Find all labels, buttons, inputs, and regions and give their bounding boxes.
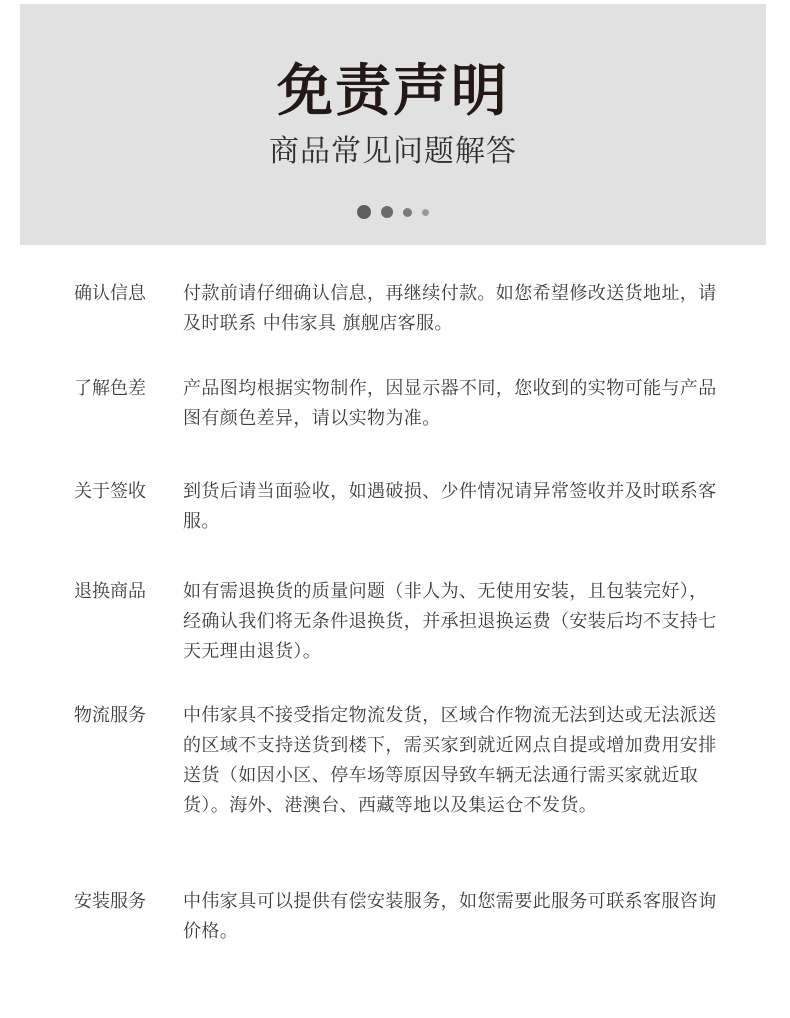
disclaimer-banner (20, 4, 766, 245)
faq-label: 了解色差 (74, 378, 146, 399)
carousel-dot-4 (422, 209, 429, 216)
faq-text: 付款前请仔细确认信息，再继续付款。如您希望修改送货地址，请及时联系 中伟家具 旗舰店客服。 (183, 283, 717, 334)
carousel-dot-3 (403, 208, 412, 217)
faq-label: 确认信息 (74, 283, 146, 304)
faq-label: 关于签收 (74, 481, 146, 502)
faq-text: 到货后请当面验收，如遇破损、少件情况请异常签收并及时联系客服。 (183, 481, 717, 532)
faq-label: 物流服务 (74, 705, 146, 726)
faq-text: 中伟家具可以提供有偿安装服务，如您需要此服务可联系客服咨询价格。 (183, 891, 717, 942)
carousel-dots (20, 204, 766, 220)
carousel-dot-2 (381, 206, 393, 218)
faq-text: 产品图均根据实物制作，因显示器不同，您收到的实物可能与产品图有颜色差异，请以实物为准。 (183, 378, 717, 429)
faq-text: 如有需退换货的质量问题（非人为、无使用安装，且包装完好），经确认我们将无条件退换货，并承担退换运费（安装后均不支持七天无理由退货）。 (183, 581, 717, 662)
faq-label: 退换商品 (74, 581, 146, 602)
page-subtitle: 商品常见问题解答 (269, 134, 517, 169)
page-title: 免责声明 (277, 59, 509, 124)
faq-text: 中伟家具不接受指定物流发货，区域合作物流无法到达或无法派送的区域不支持送货到楼下，需买家到就近网点自提或增加费用安排送货（如因小区、停车场等原因导致车辆无法通行需买家就近取货）。海外、港澳台、西藏等地以及集运仓不发货。 (183, 705, 717, 816)
faq-label: 安装服务 (74, 891, 146, 912)
carousel-dot-1 (357, 205, 371, 219)
